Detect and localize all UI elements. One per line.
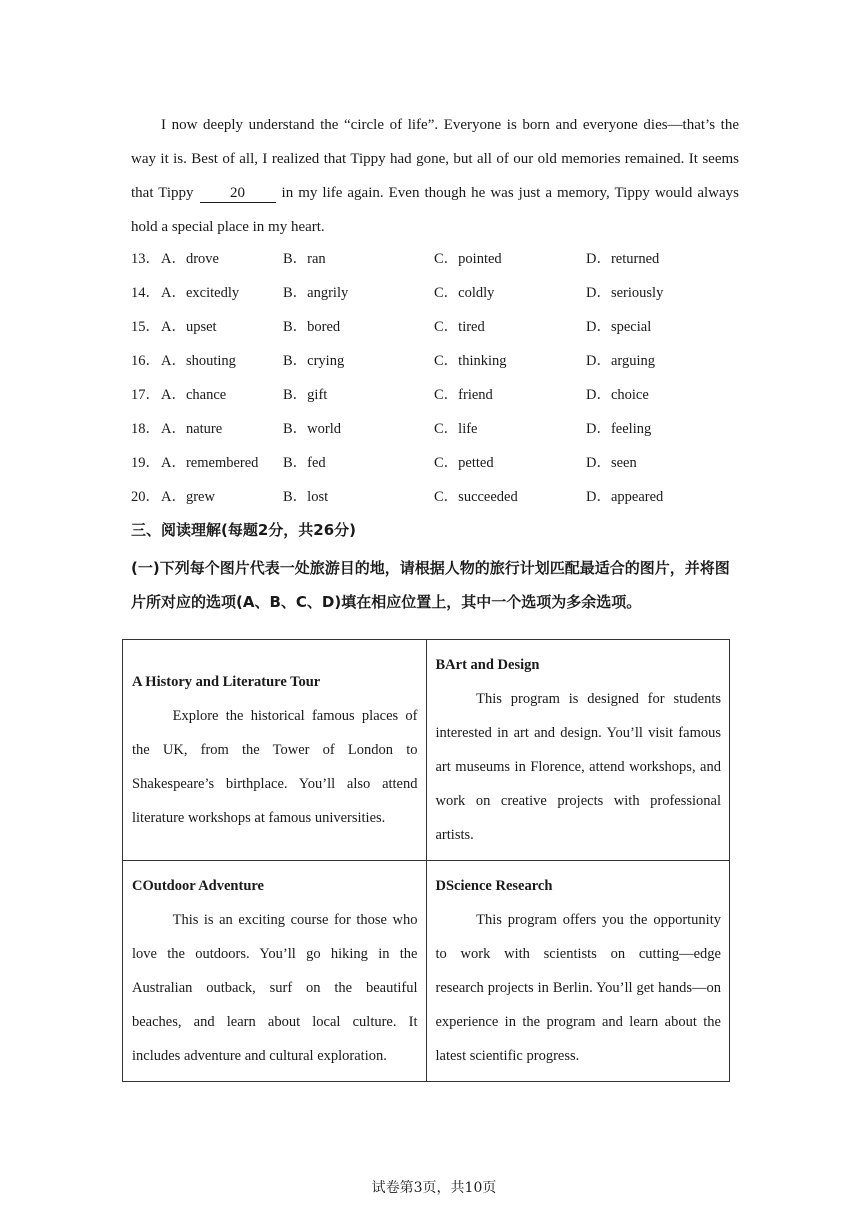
question-number: 18． bbox=[131, 421, 160, 437]
question-row-16 bbox=[131, 344, 751, 378]
tour-text-d: This program offers you the opportunity to work with scientists on cutting—edge research projects in Berlin. You’ll get hands—on experience in the program and learn about the latest scientific progress. bbox=[435, 912, 721, 1064]
option-d[interactable]: D．appeared bbox=[586, 489, 664, 505]
option-a[interactable]: A．shouting bbox=[161, 353, 236, 369]
question-row-17 bbox=[131, 378, 751, 412]
question-row-15 bbox=[131, 310, 751, 344]
option-c[interactable]: C．life bbox=[434, 421, 478, 437]
option-b[interactable]: B．angrily bbox=[283, 285, 349, 301]
option-c[interactable]: C．tired bbox=[434, 319, 485, 335]
tour-cell-a bbox=[123, 640, 427, 861]
option-b[interactable]: B．crying bbox=[283, 353, 345, 369]
question-number: 15． bbox=[131, 319, 160, 335]
question-row-19 bbox=[131, 446, 751, 480]
section-title: 三、阅读理解(每题2分，共26分) bbox=[131, 521, 357, 539]
question-row-18 bbox=[131, 412, 751, 446]
tour-title-a: A History and Literature Tour bbox=[132, 674, 321, 690]
question-row-20 bbox=[131, 480, 751, 514]
option-b[interactable]: B．ran bbox=[283, 251, 326, 267]
tour-title-b: BArt and Design bbox=[435, 657, 540, 673]
option-a[interactable]: A．grew bbox=[161, 489, 215, 505]
tour-cell-c bbox=[123, 861, 427, 1082]
option-d[interactable]: D．seriously bbox=[586, 285, 664, 301]
option-c[interactable]: C．pointed bbox=[434, 251, 502, 267]
option-c[interactable]: C．friend bbox=[434, 387, 493, 403]
option-d[interactable]: D．arguing bbox=[586, 353, 656, 369]
tour-text-a: Explore the historical famous places of the UK, from the Tower of London to Shakespeare’s birthplace. You’ll also attend literature workshops at famous universities. bbox=[132, 708, 418, 826]
tour-title-d: DScience Research bbox=[435, 878, 553, 894]
tour-text-c: This is an exciting course for those who love the outdoors. You’ll go hiking in the Australian outback, surf on the beautiful beaches, and learn about local culture. It includes adventure and cultural exploration. bbox=[132, 912, 418, 1064]
option-c[interactable]: C．coldly bbox=[434, 285, 495, 301]
question-number: 20． bbox=[131, 489, 160, 505]
question-row-14 bbox=[131, 276, 751, 310]
blank-20[interactable]: 20 bbox=[200, 184, 276, 203]
option-c[interactable]: C．petted bbox=[434, 455, 494, 471]
answer-options-list bbox=[131, 242, 751, 514]
page-footer: 试卷第3页，共10页 bbox=[371, 1180, 497, 1196]
tour-text-b: This program is designed for students interested in art and design. You’ll visit famous art museums in Florence, attend workshops, and work on creative projects with professional artists. bbox=[435, 691, 721, 843]
option-b[interactable]: B．lost bbox=[283, 489, 329, 505]
question-number: 17． bbox=[131, 387, 160, 403]
reading-passage bbox=[131, 108, 739, 244]
tour-cell-b bbox=[426, 640, 730, 861]
option-d[interactable]: D．returned bbox=[586, 251, 660, 267]
option-d[interactable]: D．special bbox=[586, 319, 652, 335]
option-c[interactable]: C．succeeded bbox=[434, 489, 518, 505]
question-number: 13． bbox=[131, 251, 160, 267]
option-b[interactable]: B．gift bbox=[283, 387, 328, 403]
question-number: 19． bbox=[131, 455, 160, 471]
option-d[interactable]: D．choice bbox=[586, 387, 649, 403]
option-b[interactable]: B．bored bbox=[283, 319, 341, 335]
tour-title-c: COutdoor Adventure bbox=[132, 878, 264, 894]
option-a[interactable]: A．nature bbox=[161, 421, 223, 437]
tour-options-table bbox=[122, 639, 730, 1082]
option-a[interactable]: A．remembered bbox=[161, 455, 259, 471]
option-d[interactable]: D．feeling bbox=[586, 421, 652, 437]
option-b[interactable]: B．world bbox=[283, 421, 341, 437]
option-a[interactable]: A．drove bbox=[161, 251, 219, 267]
passage-text-after-blank: in my life again. Even though he was just a memory, Tippy would always hold a special place in my heart. bbox=[131, 185, 739, 235]
option-d[interactable]: D．seen bbox=[586, 455, 637, 471]
question-number: 14． bbox=[131, 285, 160, 301]
option-a[interactable]: A．excitedly bbox=[161, 285, 240, 301]
question-row-13 bbox=[131, 242, 751, 276]
tour-cell-d bbox=[426, 861, 730, 1082]
passage-text-before-blank: I now deeply understand the “circle of life”. Everyone is born and everyone dies—that’s the way it is. Best of all, I realized that Tippy had gone, but all of our old memories remained. It seems that Tippy bbox=[131, 117, 739, 201]
section-instructions: (一)下列每个图片代表一处旅游目的地，请根据人物的旅行计划匹配最适合的图片，并将图片所对应的选项(A、B、C、D)填在相应位置上，其中一个选项为多余选项。 bbox=[131, 559, 730, 611]
question-number: 16． bbox=[131, 353, 160, 369]
option-a[interactable]: A．chance bbox=[161, 387, 227, 403]
option-a[interactable]: A．upset bbox=[161, 319, 217, 335]
option-c[interactable]: C．thinking bbox=[434, 353, 507, 369]
option-b[interactable]: B．fed bbox=[283, 455, 326, 471]
